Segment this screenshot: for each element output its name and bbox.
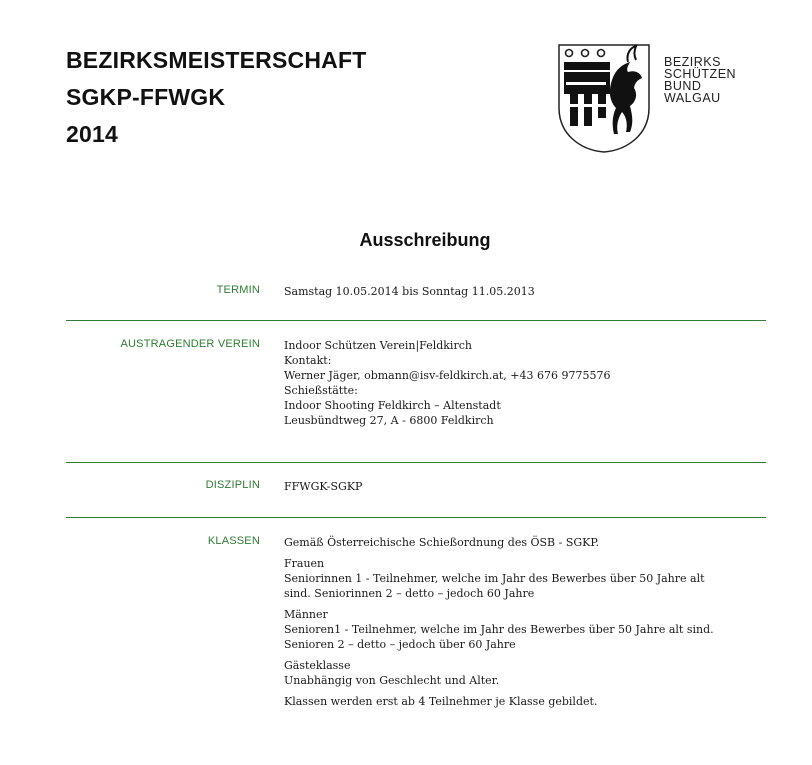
- klassen-frauen-text: sind. Seniorinnen 2 – detto – jedoch 60 Jahre: [284, 587, 535, 600]
- klassen-gaeste-text: Unabhängig von Geschlecht und Alter.: [284, 674, 500, 687]
- text-line: Samstag 10.05.2014 bis Sonntag 11.05.2013: [284, 285, 535, 298]
- logo-text-line: BEZIRKS: [664, 55, 721, 69]
- label-verein: AUSTRAGENDER VEREIN: [120, 338, 260, 350]
- klassen-maenner-text: Senioren1 - Teilnehmer, welche im Jahr des Bewerbes über 50 Jahre alt sind.: [284, 623, 714, 636]
- title-line: 2014: [66, 121, 118, 147]
- content-klassen: [284, 535, 764, 715]
- klassen-gaeste-title: Gästeklasse: [284, 659, 351, 672]
- klassen-intro: Gemäß Österreichische Schießordnung des ÖSB - SGKP.: [284, 536, 600, 549]
- document-title: [66, 42, 366, 153]
- coat-of-arms-icon: [556, 42, 652, 154]
- klassen-frauen-title: Frauen: [284, 557, 325, 570]
- divider: [66, 517, 766, 518]
- title-line: SGKP-FFWGK: [66, 84, 226, 110]
- content-disziplin: [284, 479, 764, 494]
- contact-details: Werner Jäger, obmann@isv-feldkirch.at, +43 676 9775576: [284, 369, 611, 382]
- logo-text-line: BUND: [664, 79, 702, 93]
- text-line: FFWGK-SGKP: [284, 480, 363, 493]
- venue-label: Schießstätte:: [284, 384, 358, 397]
- logo-text: [664, 56, 736, 104]
- divider: [66, 320, 766, 321]
- club-name: Indoor Schützen Verein|Feldkirch: [284, 339, 472, 352]
- klassen-note: Klassen werden erst ab 4 Teilnehmer je Klasse gebildet.: [284, 695, 598, 708]
- label-disziplin: DISZIPLIN: [205, 479, 260, 491]
- klassen-frauen-text: Seniorinnen 1 - Teilnehmer, welche im Jahr des Bewerbes über 50 Jahre alt: [284, 572, 705, 585]
- label-termin: TERMIN: [216, 284, 260, 296]
- organization-logo: [556, 42, 796, 154]
- label-klassen: KLASSEN: [207, 535, 260, 547]
- venue-address: Leusbündtweg 27, A - 6800 Feldkirch: [284, 414, 494, 427]
- venue-name: Indoor Shooting Feldkirch – Altenstadt: [284, 399, 501, 412]
- content-verein: [284, 338, 764, 428]
- section-heading: Ausschreibung: [359, 230, 491, 250]
- klassen-maenner-title: Männer: [284, 608, 328, 621]
- logo-text-line: WALGAU: [664, 91, 721, 105]
- content-termin: [284, 284, 764, 299]
- logo-text-line: SCHÜTZEN: [664, 67, 737, 81]
- title-line: BEZIRKSMEISTERSCHAFT: [66, 47, 367, 73]
- divider: [66, 462, 766, 463]
- contact-label: Kontakt:: [284, 354, 332, 367]
- klassen-maenner-text: Senioren 2 – detto – jedoch über 60 Jahre: [284, 638, 516, 651]
